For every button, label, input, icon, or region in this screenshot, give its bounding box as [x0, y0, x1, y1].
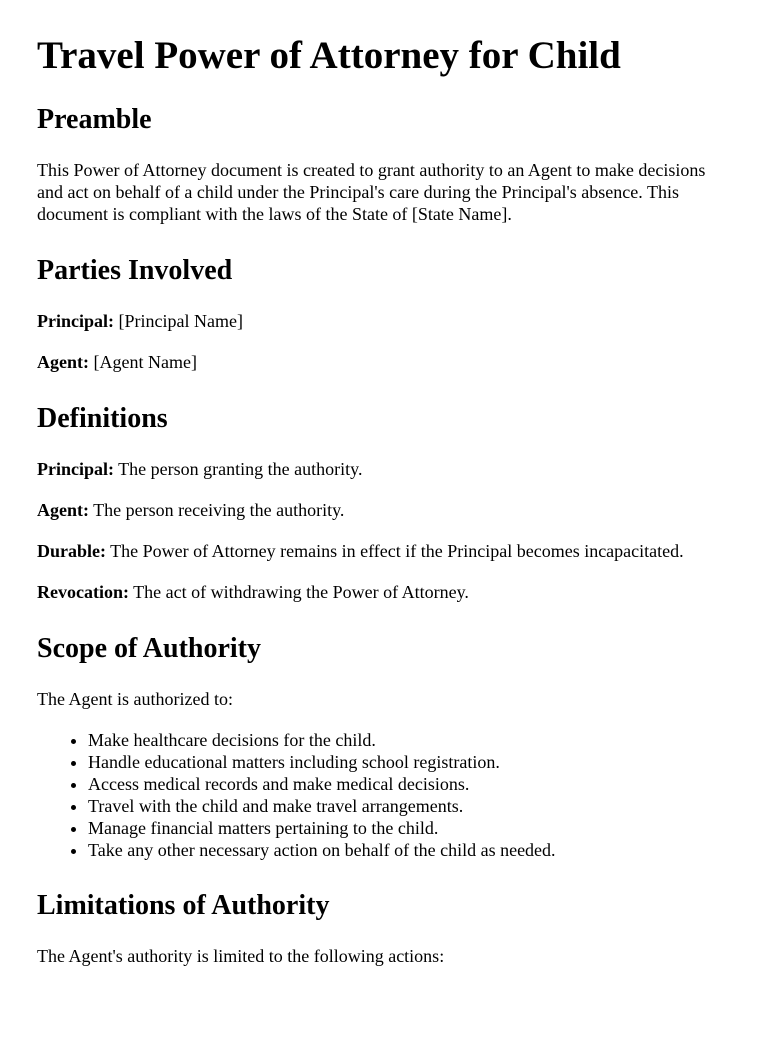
- principal-party-value: [Principal Name]: [114, 311, 243, 331]
- preamble-heading: Preamble: [37, 104, 152, 135]
- definition-term: Agent:: [37, 500, 89, 520]
- definition-term: Durable:: [37, 541, 106, 561]
- scope-heading: Scope of Authority: [37, 633, 261, 664]
- limitations-heading: Limitations of Authority: [37, 890, 330, 921]
- list-item: • Make healthcare decisions for the child.: [88, 729, 733, 751]
- definition-text: The act of withdrawing the Power of Attorney.: [128, 582, 469, 602]
- principal-party-label: Principal:: [37, 311, 114, 331]
- agent-party-value: [Agent Name]: [89, 352, 197, 372]
- definition-text: The person receiving the authority.: [89, 500, 345, 520]
- preamble-text: This Power of Attorney document is created to grant authority to an Agent to make decisions and act on behalf of a child under the Principal's care during the Principal's absence. This document is compliant with the laws of the State of [State Name].: [37, 160, 706, 224]
- list-item: • Handle educational matters including school registration.: [88, 751, 733, 773]
- list-item: • Access medical records and make medical decisions.: [88, 773, 733, 795]
- principal-party: [37, 310, 733, 332]
- limitations-intro: The Agent's authority is limited to the following actions:: [37, 946, 445, 966]
- document-title: Travel Power of Attorney for Child: [37, 34, 621, 77]
- definition-text: The person granting the authority.: [114, 459, 363, 479]
- list-item: • Take any other necessary action on behalf of the child as needed.: [88, 839, 733, 861]
- list-item: • Manage financial matters pertaining to the child.: [88, 817, 733, 839]
- scope-intro: The Agent is authorized to:: [37, 689, 233, 709]
- scope-list: [37, 729, 733, 861]
- list-item: • Travel with the child and make travel arrangements.: [88, 795, 733, 817]
- definition-principal: [37, 458, 733, 480]
- agent-party-label: Agent:: [37, 352, 89, 372]
- parties-heading: Parties Involved: [37, 255, 233, 286]
- document-page: [0, 34, 770, 967]
- definition-term: Revocation:: [37, 582, 129, 602]
- definition-text: The Power of Attorney remains in effect if the Principal becomes incapacitated.: [106, 541, 684, 561]
- definition-agent: [37, 499, 733, 521]
- definition-term: Principal:: [37, 459, 114, 479]
- agent-party: [37, 351, 733, 373]
- definition-durable: [37, 540, 733, 562]
- definition-revocation: [37, 581, 733, 603]
- definitions-heading: Definitions: [37, 403, 168, 434]
